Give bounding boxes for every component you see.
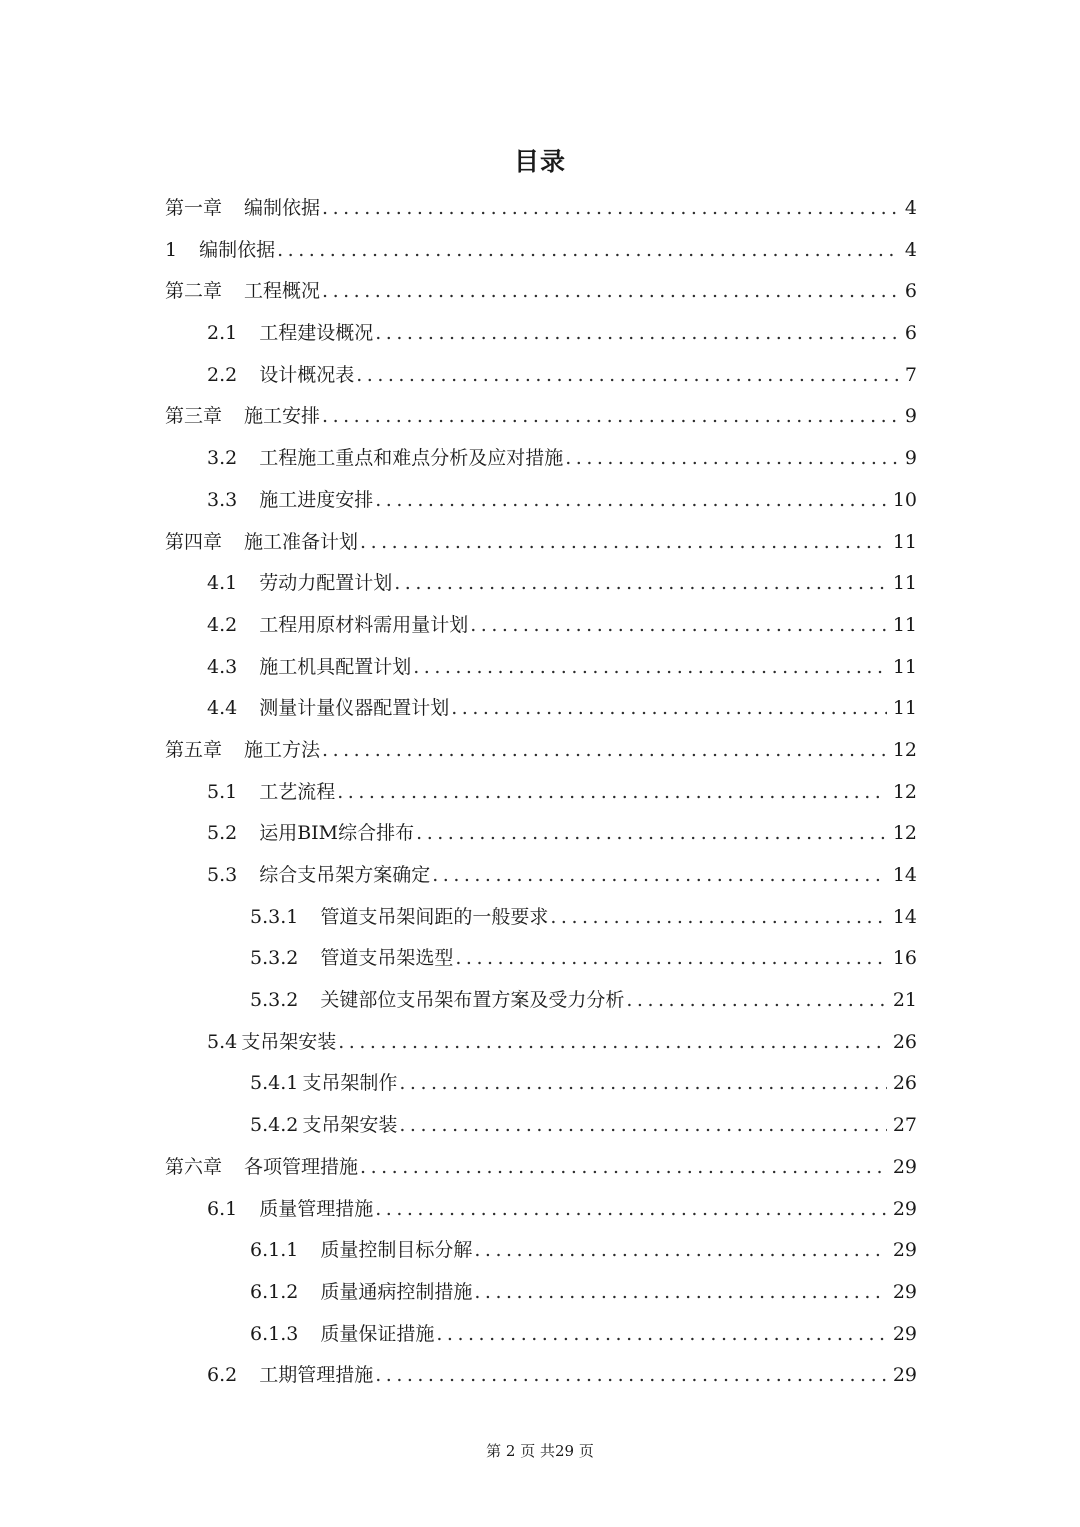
toc-entry-page: 29 xyxy=(892,1155,917,1178)
toc-entry[interactable] xyxy=(165,730,917,772)
toc-entry[interactable] xyxy=(165,855,917,897)
toc-entry[interactable] xyxy=(165,938,917,980)
toc-entry-number: 5.2 xyxy=(207,822,238,845)
toc-entry[interactable] xyxy=(165,1063,917,1105)
toc-entry-page: 12 xyxy=(892,780,917,803)
toc-title: 目录 xyxy=(513,147,566,176)
toc-entry[interactable] xyxy=(165,1355,917,1397)
toc-entry-number: 6.1 xyxy=(207,1197,238,1220)
toc-dot-leader xyxy=(375,313,899,355)
toc-entry[interactable] xyxy=(165,522,917,564)
toc-entry-number: 4.3 xyxy=(207,655,238,678)
toc-entry-label: 各项管理措施 xyxy=(244,1155,359,1178)
toc-dot-leader xyxy=(375,1189,887,1231)
toc-entry-number: 5.3.2 xyxy=(250,947,299,970)
toc-entry-page: 26 xyxy=(892,1072,917,1095)
toc-entry-page: 29 xyxy=(892,1364,917,1387)
toc-dot-leader xyxy=(277,230,899,272)
toc-entry[interactable] xyxy=(165,1314,917,1356)
toc-dot-leader xyxy=(338,1022,887,1064)
toc-entry-label: 关键部位支吊架布置方案及受力分析 xyxy=(320,989,625,1012)
toc-dot-leader xyxy=(375,1355,887,1397)
toc-entry-page: 11 xyxy=(892,613,917,636)
toc-entry[interactable] xyxy=(165,396,917,438)
toc-entry[interactable] xyxy=(165,1189,917,1231)
toc-entry-number: 1 xyxy=(165,238,178,261)
toc-entry-label: 工程施工重点和难点分析及应对措施 xyxy=(259,447,564,470)
toc-entry-page: 10 xyxy=(892,488,917,511)
toc-entry-label: 劳动力配置计划 xyxy=(259,572,393,595)
toc-entry-page: 29 xyxy=(892,1280,917,1303)
toc-entry-number: 5.1 xyxy=(207,780,238,803)
toc-entry-page: 11 xyxy=(892,572,917,595)
page-footer: 第 2 页 共29 页 xyxy=(486,1442,594,1460)
toc-dot-leader xyxy=(474,1230,886,1272)
toc-entry[interactable] xyxy=(165,188,917,230)
toc-entry-number: 4.1 xyxy=(207,572,238,595)
toc-entry-number: 2.2 xyxy=(207,363,238,386)
toc-dot-leader xyxy=(356,355,899,397)
toc-entry-label: 工艺流程 xyxy=(259,780,336,803)
toc-dot-leader xyxy=(375,480,887,522)
toc-entry-number: 6.2 xyxy=(207,1364,238,1387)
toc-entry-label: 编制依据 xyxy=(244,197,321,219)
toc-entry-page: 4 xyxy=(904,238,917,261)
toc-entry-label: 质量通病控制措施 xyxy=(320,1280,473,1303)
toc-entry-label: 设计概况表 xyxy=(259,363,355,386)
toc-entry-number: 2.1 xyxy=(207,322,238,345)
toc-entry-page: 29 xyxy=(892,1322,917,1345)
toc-entry-number: 3.2 xyxy=(207,447,238,470)
toc-entry-page: 9 xyxy=(904,447,917,470)
toc-entry-label: 管道支吊架间距的一般要求 xyxy=(320,905,549,928)
toc-entry-label: 质量保证措施 xyxy=(320,1322,435,1345)
toc-entry-page: 6 xyxy=(904,322,917,345)
toc-entry-label: 测量计量仪器配置计划 xyxy=(259,697,450,720)
toc-entry-page: 11 xyxy=(892,697,917,720)
toc-dot-leader xyxy=(451,688,887,730)
toc-entry-label: 施工机具配置计划 xyxy=(259,655,412,678)
toc-dot-leader xyxy=(626,980,886,1022)
toc-entry[interactable] xyxy=(165,772,917,814)
toc-entry-page: 12 xyxy=(892,822,917,845)
toc-dot-leader xyxy=(360,1147,887,1189)
toc-dot-leader xyxy=(394,563,887,605)
toc-entry[interactable] xyxy=(165,230,917,272)
toc-dot-leader xyxy=(399,1105,886,1147)
toc-entry-label: 编制依据 xyxy=(199,238,276,261)
toc-entry-label: 施工准备计划 xyxy=(244,530,359,553)
toc-dot-leader xyxy=(436,1314,886,1356)
toc-entry-page: 16 xyxy=(892,947,917,970)
toc-entry-label: 工期管理措施 xyxy=(259,1364,374,1387)
toc-entry-number: 4.2 xyxy=(207,613,238,636)
toc-entry-page: 26 xyxy=(892,1030,917,1053)
toc-entry-label: 支吊架制作 xyxy=(302,1072,398,1095)
toc-dot-leader xyxy=(432,855,887,897)
toc-entry-page: 11 xyxy=(892,530,917,553)
toc-dot-leader xyxy=(322,188,899,230)
toc-dot-leader xyxy=(416,813,887,855)
toc-dot-leader xyxy=(470,605,887,647)
toc-entry-label: 施工进度安排 xyxy=(259,488,374,511)
toc-entry[interactable] xyxy=(165,605,917,647)
toc-entry-page: 4 xyxy=(904,197,917,219)
toc-entry-label: 工程用原材料需用量计划 xyxy=(259,613,469,636)
toc-entry-page: 27 xyxy=(892,1114,917,1137)
toc-entry-page: 29 xyxy=(892,1239,917,1262)
toc-entry-label: 支吊架安装 xyxy=(302,1114,398,1137)
toc-entry-number: 第六章 xyxy=(165,1155,223,1178)
toc-entry[interactable] xyxy=(165,1022,917,1064)
toc-entry[interactable] xyxy=(165,563,917,605)
toc-entry-number: 第四章 xyxy=(165,530,223,553)
toc-entry-label: 工程概况 xyxy=(244,280,321,303)
toc-entry[interactable] xyxy=(165,313,917,355)
toc-entry-number: 5.4.1 xyxy=(250,1072,299,1095)
toc-dot-leader xyxy=(413,647,887,689)
toc-entry[interactable] xyxy=(165,647,917,689)
toc-entry[interactable] xyxy=(165,271,917,313)
toc-entry[interactable] xyxy=(165,480,917,522)
toc-dot-leader xyxy=(474,1272,886,1314)
toc-dot-leader xyxy=(565,438,899,480)
toc-entry-page: 29 xyxy=(892,1197,917,1220)
toc-entry-label: 管道支吊架选型 xyxy=(320,947,454,970)
toc-entry-label: 工程建设概况 xyxy=(259,322,374,345)
toc-entry-number: 第二章 xyxy=(165,280,223,303)
toc-entry-label: 质量控制目标分解 xyxy=(320,1239,473,1262)
toc-dot-leader xyxy=(399,1063,886,1105)
toc-entry-number: 5.4.2 xyxy=(250,1114,299,1137)
toc-entry[interactable] xyxy=(165,1105,917,1147)
toc-entry-label: 施工方法 xyxy=(244,738,321,761)
toc-dot-leader xyxy=(322,271,899,313)
toc-entry-label: 施工安排 xyxy=(244,405,321,428)
toc-entry-page: 14 xyxy=(892,864,917,886)
toc-entry-page: 21 xyxy=(892,989,917,1012)
toc-entry-number: 第三章 xyxy=(165,405,223,428)
toc-entry[interactable] xyxy=(165,1147,917,1189)
toc-entry-label: 运用BIM综合排布 xyxy=(259,822,415,845)
toc-entry-number: 3.3 xyxy=(207,488,238,511)
toc-entry-label: 综合支吊架方案确定 xyxy=(259,864,431,886)
table-of-contents xyxy=(165,188,917,1397)
toc-entry-page: 14 xyxy=(892,905,917,928)
toc-dot-leader xyxy=(360,522,887,564)
toc-entry[interactable] xyxy=(165,1272,917,1314)
toc-entry[interactable] xyxy=(165,1230,917,1272)
toc-entry-page: 12 xyxy=(892,738,917,761)
toc-entry-page: 11 xyxy=(892,655,917,678)
toc-entry[interactable] xyxy=(165,980,917,1022)
toc-entry-number: 5.3 xyxy=(207,864,238,886)
toc-entry-number: 6.1.3 xyxy=(250,1322,299,1345)
toc-entry[interactable] xyxy=(165,688,917,730)
toc-entry-label: 支吊架安装 xyxy=(241,1030,337,1053)
toc-entry[interactable] xyxy=(165,897,917,939)
toc-entry-page: 7 xyxy=(904,363,917,386)
toc-dot-leader xyxy=(322,396,899,438)
toc-dot-leader xyxy=(337,772,887,814)
toc-entry-number: 第一章 xyxy=(165,197,223,219)
toc-entry-number: 5.3.2 xyxy=(250,989,299,1012)
toc-entry[interactable] xyxy=(165,355,917,397)
toc-entry-label: 质量管理措施 xyxy=(259,1197,374,1220)
toc-entry-number: 6.1.2 xyxy=(250,1280,299,1303)
toc-entry-number: 第五章 xyxy=(165,738,223,761)
toc-entry-page: 9 xyxy=(904,405,917,428)
toc-dot-leader xyxy=(455,938,886,980)
toc-entry[interactable] xyxy=(165,813,917,855)
toc-entry-page: 6 xyxy=(904,280,917,303)
toc-entry-number: 6.1.1 xyxy=(250,1239,299,1262)
toc-entry-number: 5.3.1 xyxy=(250,905,299,928)
toc-dot-leader xyxy=(322,730,887,772)
toc-entry-number: 4.4 xyxy=(207,697,238,720)
toc-dot-leader xyxy=(550,897,886,939)
toc-entry-number: 5.4 xyxy=(207,1030,238,1053)
toc-entry[interactable] xyxy=(165,438,917,480)
